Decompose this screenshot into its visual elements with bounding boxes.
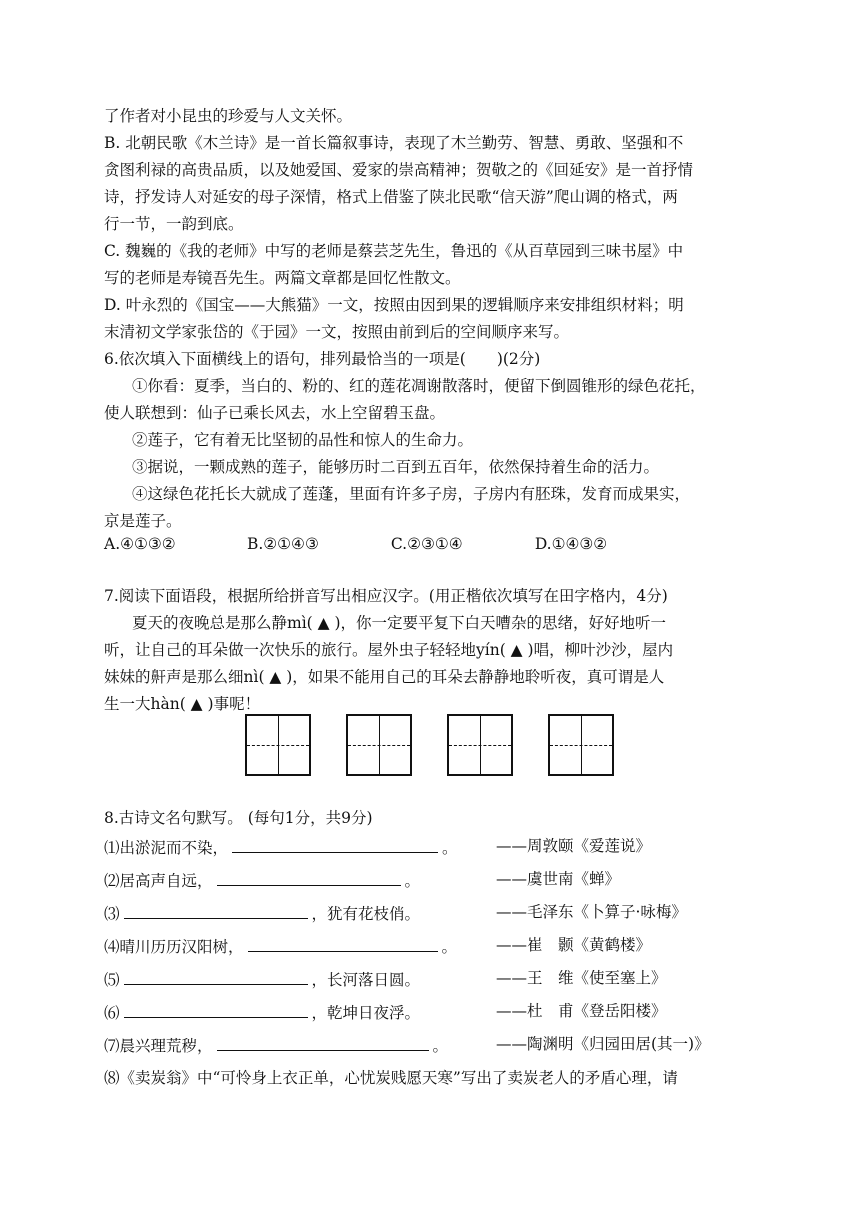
q7-passage-line-4: 生一大hàn( ▲ )事呢！	[104, 695, 261, 713]
option-c-line-1: C. 魏巍的《我的老师》中写的老师是蔡芸芝先生，鲁迅的《从百草园到三味书屋》中	[104, 242, 684, 260]
q6-option-a[interactable]: A.④①③②	[104, 535, 176, 553]
option-b-line-2: 贪图利禄的高贵品质，以及她爱国、爱家的崇高精神；贺敬之的《回延安》是一首抒情	[104, 161, 694, 179]
q6-sentence-1: ①你看：夏季，当白的、粉的、红的莲花凋谢散落时，便留下倒圆锥形的绿色花托，	[132, 377, 706, 395]
q6-sentence-2: ②莲子，它有着无比坚韧的品性和惊人的生命力。	[132, 431, 474, 449]
q8-item-7: ⑺晨兴理荒秽， 。	[104, 1034, 764, 1056]
answer-blank[interactable]	[124, 1001, 308, 1018]
q6-option-b[interactable]: B.②①④③	[246, 535, 319, 553]
tianzige-box-3[interactable]	[447, 714, 513, 776]
tianzige-box-1[interactable]	[245, 714, 311, 776]
answer-blank[interactable]	[217, 869, 401, 886]
q8-source-3: ——毛泽东《卜算子·咏梅》	[496, 903, 687, 921]
option-b-line-1: B. 北朝民歌《木兰诗》是一首长篇叙事诗，表现了木兰勤劳、智慧、勇敢、坚强和不	[104, 134, 684, 152]
tianzige-box-4[interactable]	[548, 714, 614, 776]
option-b-line-4: 行一节，一韵到底。	[104, 215, 244, 233]
q7-stem: 7.阅读下面语段，根据所给拼音写出相应汉字。(用正楷依次填写在田字格内，4分)	[104, 587, 668, 605]
q8-source-7: ——陶渊明《归园田居(其一)》	[496, 1035, 710, 1053]
q6-sentence-4-cont: 京是莲子。	[104, 512, 182, 530]
q6-sentence-3: ③据说，一颗成熟的莲子，能够历时二百到五百年，依然保持着生命的活力。	[132, 458, 660, 476]
option-d-line-2: 末清初文学家张岱的《于园》一文，按照由前到后的空间顺序来写。	[104, 323, 570, 341]
q8-source-2: ——虞世南《蝉》	[496, 870, 621, 888]
q6-option-c[interactable]: C.②③①④	[390, 535, 463, 553]
q8-item-2: ⑵居高声自远， 。	[104, 869, 764, 891]
q8-source-6: ——杜 甫《登岳阳楼》	[496, 1002, 667, 1020]
answer-blank[interactable]	[232, 836, 438, 853]
q6-stem: 6.依次填入下面横线上的语句，排列最恰当的一项是( )(2分)	[104, 350, 541, 368]
q6-sentence-1-cont: 使人联想到：仙子已乘长风去，水上空留碧玉盘。	[104, 404, 446, 422]
answer-blank[interactable]	[248, 935, 438, 952]
option-c-line-2: 写的老师是寿镜吾先生。两篇文章都是回忆性散文。	[104, 269, 461, 287]
q8-item-8: ⑻《卖炭翁》中“可怜身上衣正单，心忧炭贱愿天寒”写出了卖炭老人的矛盾心理，请	[104, 1069, 678, 1087]
tianzige-box-2[interactable]	[346, 714, 412, 776]
q8-item-6: ⑹ ，乾坤日夜浮。	[104, 1001, 764, 1023]
q7-passage-line-3: 妹妹的鼾声是那么细nì( ▲ )，如果不能用自己的耳朵去静静地聆听夜，真可谓是人	[104, 668, 665, 686]
q8-item-1: ⑴出淤泥而不染， 。	[104, 836, 764, 858]
q8-item-4: ⑷晴川历历汉阳树， 。	[104, 935, 764, 957]
q6-sentence-4: ④这绿色花托长大就成了莲蓬，里面有许多子房，子房内有胚珠，发育而成果实，	[132, 485, 691, 503]
q8-item-3: ⑶ ，犹有花枝俏。	[104, 902, 764, 924]
q7-passage-line-2: 听，让自己的耳朵做一次快乐的旅行。屋外虫子轻轻地yín( ▲ )唱，柳叶沙沙，屋内	[104, 641, 674, 659]
q8-source-1: ——周敦颐《爱莲说》	[496, 837, 652, 855]
answer-blank[interactable]	[124, 968, 308, 985]
option-a-tail: 了作者对小昆虫的珍爱与人文关怀。	[104, 107, 353, 125]
q6-options	[104, 534, 764, 554]
q6-option-d[interactable]: D.①④③②	[534, 535, 608, 553]
answer-blank[interactable]	[124, 902, 308, 919]
q8-source-5: ——王 维《使至塞上》	[496, 969, 667, 987]
q8-item-5: ⑸ ，长河落日圆。	[104, 968, 764, 990]
answer-blank[interactable]	[217, 1034, 429, 1051]
q7-passage-line-1: 夏天的夜晚总是那么静mì( ▲ )，你一定要平复下白天嘈杂的思绪，好好地听一	[132, 614, 667, 632]
option-b-line-3: 诗，抒发诗人对延安的母子深情，格式上借鉴了陕北民歌“信天游”爬山调的格式，两	[104, 188, 678, 206]
q8-stem: 8.古诗文名句默写。 (每句1分，共9分)	[104, 809, 373, 827]
option-d-line-1: D. 叶永烈的《国宝——大熊猫》一文，按照由因到果的逻辑顺序来安排组织材料；明	[104, 296, 684, 314]
q8-source-4: ——崔 颢《黄鹤楼》	[496, 936, 652, 954]
